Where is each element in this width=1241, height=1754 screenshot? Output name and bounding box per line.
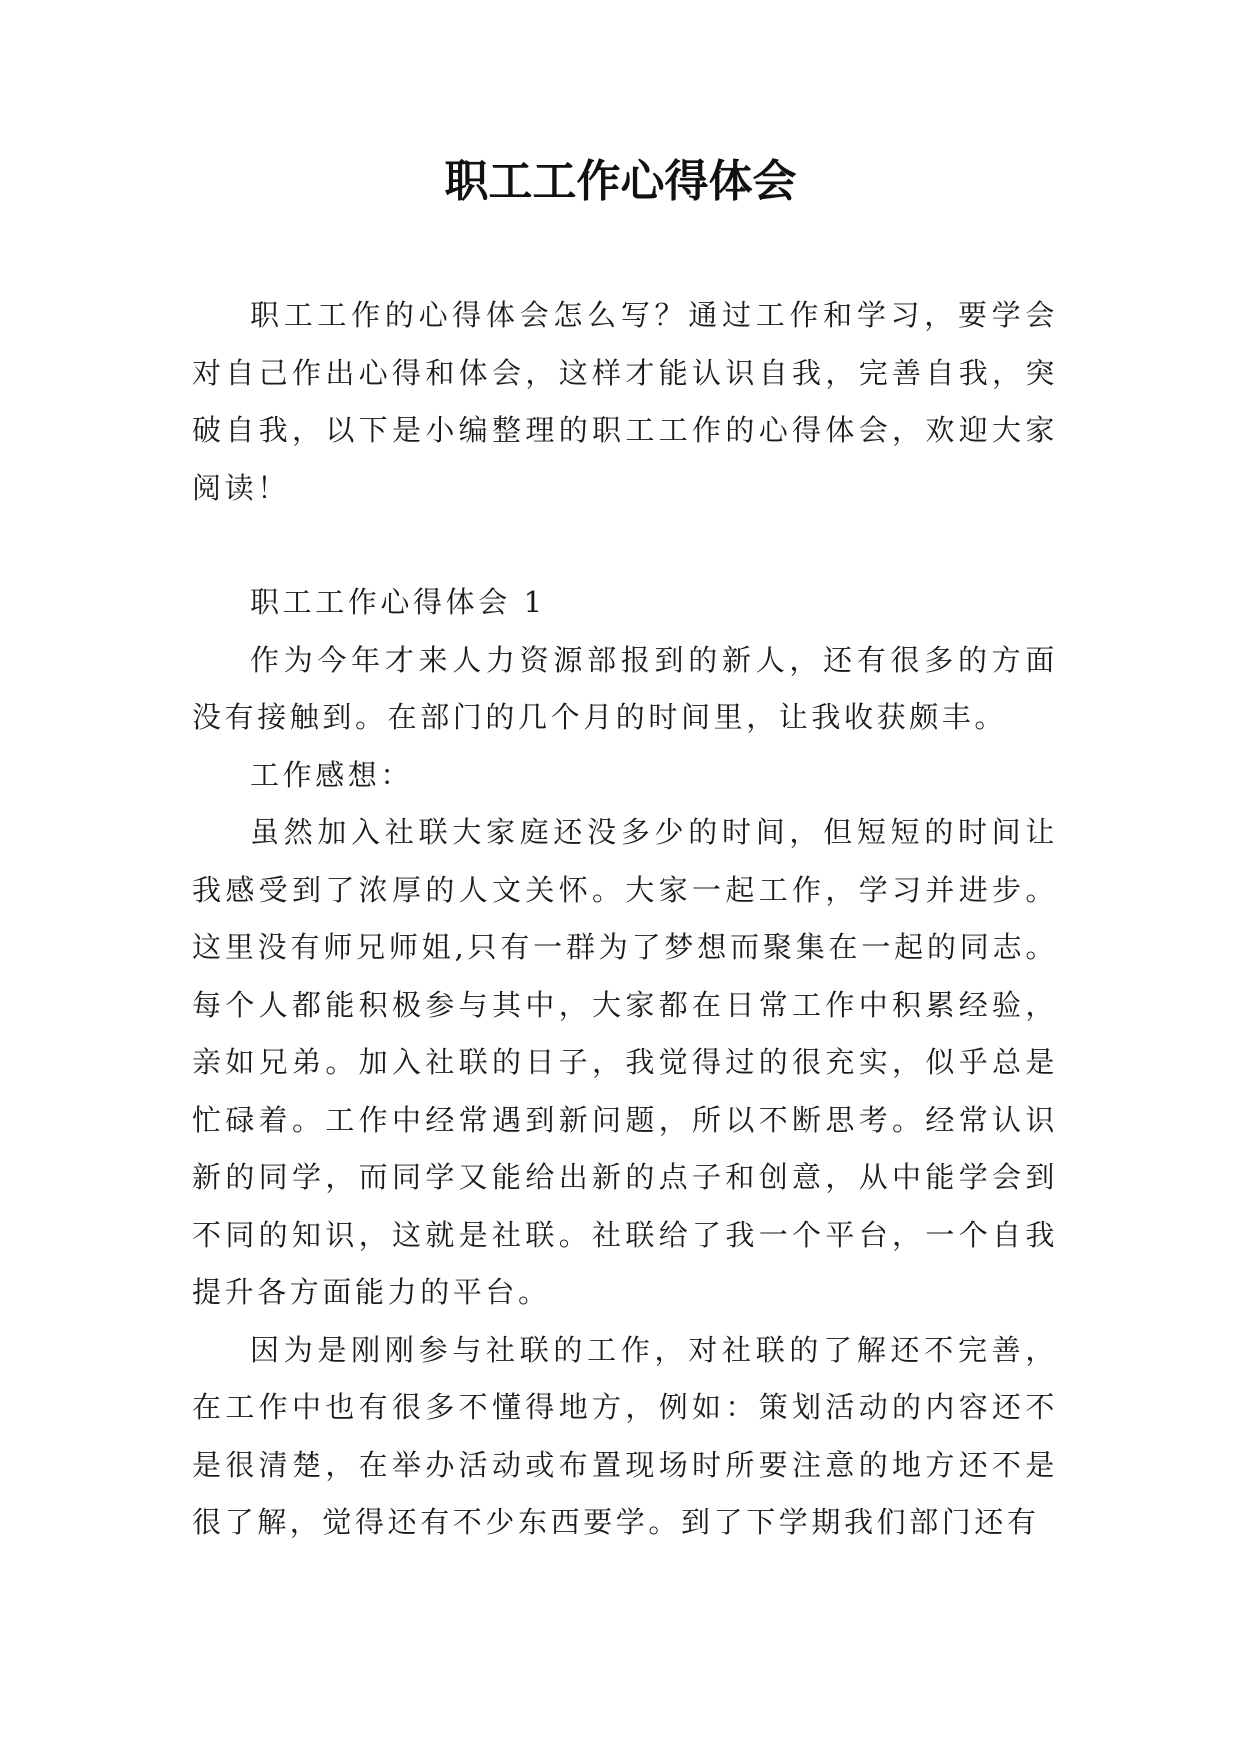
body-paragraph: 因为是刚刚参与社联的工作，对社联的了解还不完善，在工作中也有很多不懂得地方，例如：策划活动的内容还不是很清楚，在举办活动或布置现场时所要注意的地方还不是很了解，觉得还有不少东西要学。到了下学期我们部门还有	[192, 1332, 1058, 1539]
intro-paragraph: 职工工作的心得体会怎么写？通过工作和学习，要学会对自己作出心得和体会，这样才能认识自我，完善自我，突破自我，以下是小编整理的职工工作的心得体会，欢迎大家阅读！	[192, 298, 1058, 505]
body-paragraph: 虽然加入社联大家庭还没多少的时间，但短短的时间让我感受到了浓厚的人文关怀。大家一起工作，学习并进步。这里没有师兄师姐,只有一群为了梦想而聚集在一起的同志。每个人都能积极参与其中，大家都在日常工作中积累经验，亲如兄弟。加入社联的日子，我觉得过的很充实，似乎总是忙碌着。工作中经常遇到新问题，所以不断思考。经常认识新的同学，而同学又能给出新的点子和创意，从中能学会到不同的知识，这就是社联。社联给了我一个平台，一个自我提升各方面能力的平台。	[192, 815, 1058, 1309]
section-heading: 职工工作心得体会 1	[250, 585, 546, 619]
document-title: 职工工作心得体会	[444, 156, 797, 207]
body-paragraph: 工作感想：	[250, 757, 414, 792]
body-paragraph: 作为今年才来人力资源部报到的新人，还有很多的方面没有接触到。在部门的几个月的时间里，让我收获颇丰。	[192, 642, 1058, 734]
document-body	[192, 287, 1058, 1552]
